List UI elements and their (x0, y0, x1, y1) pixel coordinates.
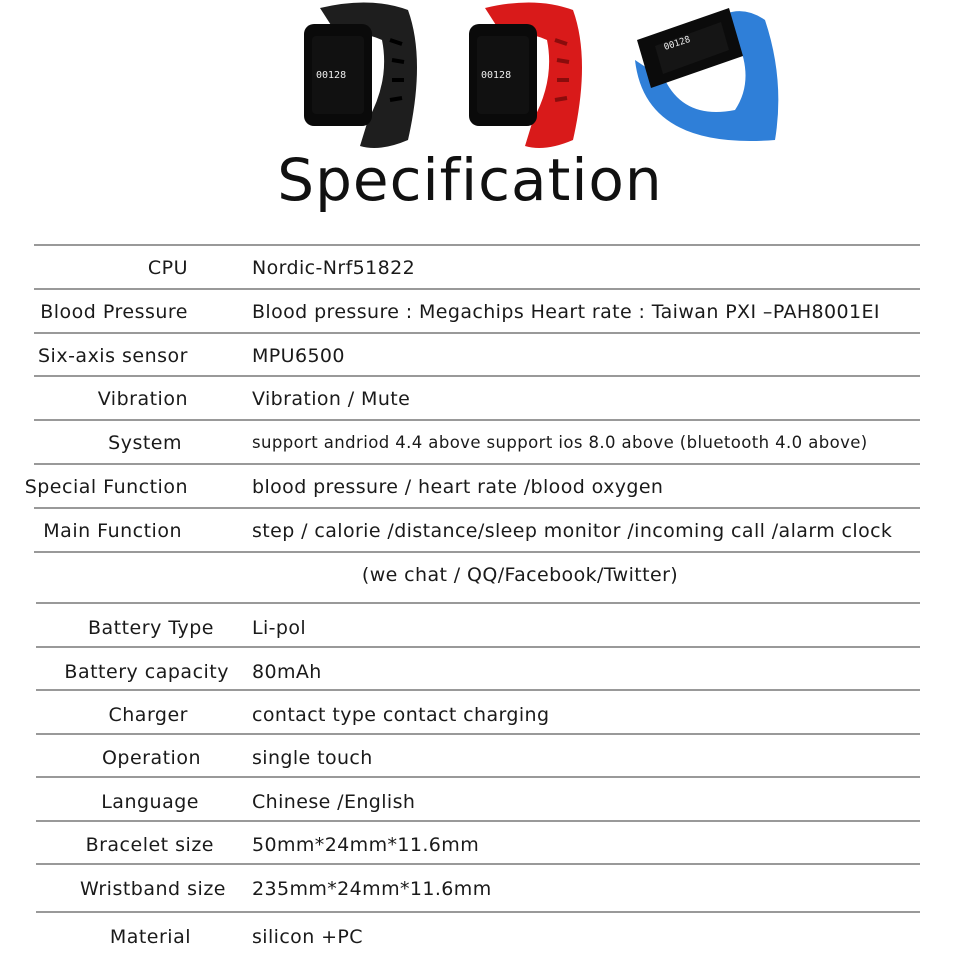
spec-value: 235mm*24mm*11.6mm (252, 878, 492, 900)
spec-value: step / calorie /distance/sleep monitor /incoming call /alarm clock (252, 520, 893, 542)
spec-label: System (108, 432, 182, 454)
black-band-screen-readout: 00128 (316, 70, 347, 81)
spec-value: silicon +PC (252, 926, 363, 948)
spec-row (0, 553, 960, 597)
spec-row (0, 290, 960, 334)
spec-value: blood pressure / heart rate /blood oxygen (252, 476, 664, 498)
spec-label: Charger (108, 704, 188, 726)
blue-fitness-band-image (625, 0, 790, 160)
spec-row (0, 780, 960, 824)
spec-value: Chinese /English (252, 791, 416, 813)
spec-label: Special Function (24, 476, 188, 498)
spec-value: Li-pol (252, 617, 307, 639)
spec-label: Language (101, 791, 199, 813)
spec-value: Blood pressure : Megachips Heart rate : Taiwan PXI –PAH8001EI (252, 301, 880, 323)
spec-label: Battery capacity (64, 661, 229, 683)
spec-row (0, 509, 960, 553)
spec-label: Wristband size (79, 878, 226, 900)
product-images (0, 0, 960, 160)
spec-value: contact type contact charging (252, 704, 550, 726)
table-divider (36, 602, 920, 604)
spec-row (0, 693, 960, 737)
page-title: Specification (277, 146, 663, 214)
spec-value: Vibration / Mute (252, 388, 411, 410)
spec-value: support andriod 4.4 above support ios 8.0 above (bluetooth 4.0 above) (252, 433, 868, 452)
spec-value: single touch (252, 747, 373, 769)
red-fitness-band-image (455, 0, 605, 160)
spec-value: (we chat / QQ/Facebook/Twitter) (361, 564, 679, 586)
spec-row (0, 377, 960, 421)
spec-value: 50mm*24mm*11.6mm (252, 834, 480, 856)
spec-row (0, 867, 960, 911)
spec-row (0, 421, 960, 465)
spec-row (0, 736, 960, 780)
spec-value: 80mAh (252, 661, 322, 683)
spec-label: Bracelet size (85, 834, 214, 856)
spec-value: Nordic-Nrf51822 (252, 257, 416, 279)
spec-row (0, 915, 960, 959)
table-divider (36, 911, 920, 913)
spec-value: MPU6500 (252, 345, 345, 367)
spec-row (0, 650, 960, 694)
spec-row (0, 823, 960, 867)
spec-label: Operation (101, 747, 201, 769)
spec-label: Six-axis sensor (37, 345, 188, 367)
spec-row (0, 246, 960, 290)
spec-row (0, 606, 960, 650)
spec-label: Main Function (43, 520, 182, 542)
blue-band-screen-readout: 00128 (662, 34, 692, 53)
black-fitness-band-image (290, 0, 440, 160)
spec-row (0, 334, 960, 378)
spec-label: Blood Pressure (40, 301, 188, 323)
spec-row (0, 465, 960, 509)
spec-label: CPU (147, 257, 188, 279)
spec-label: Vibration (97, 388, 188, 410)
spec-label: Battery Type (87, 617, 214, 639)
red-band-screen-readout: 00128 (481, 70, 512, 81)
spec-label: Material (109, 926, 191, 948)
